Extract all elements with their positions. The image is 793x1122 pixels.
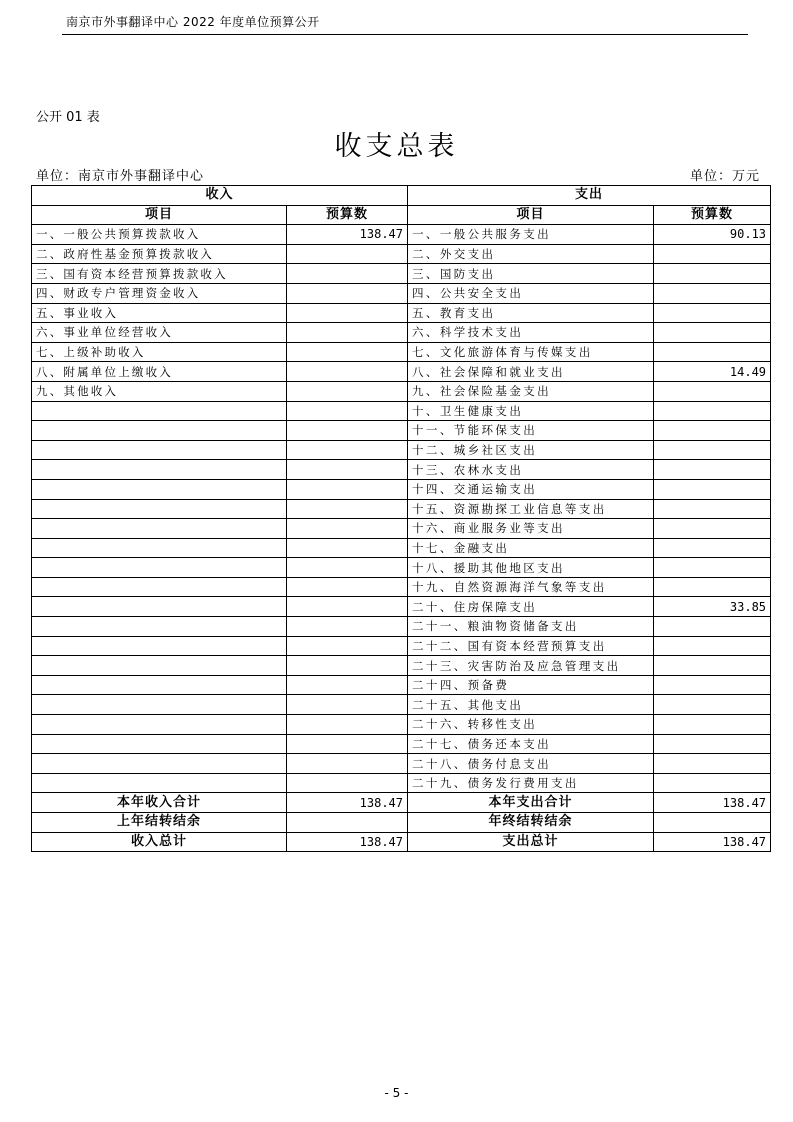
table-row — [32, 617, 771, 637]
table-row — [32, 519, 771, 539]
column-header-row — [32, 205, 771, 225]
table-row — [32, 675, 771, 695]
expense-item-cell: 十八、援助其他地区支出 — [408, 558, 654, 578]
expense-value-cell — [654, 264, 771, 284]
income-value-cell — [287, 342, 408, 362]
expense-item-cell: 七、文化旅游体育与传媒支出 — [408, 342, 654, 362]
income-total-label: 本年收入合计 — [32, 793, 287, 813]
expense-item-cell: 十一、节能环保支出 — [408, 421, 654, 441]
table-row — [32, 460, 771, 480]
expense-value-cell — [654, 519, 771, 539]
income-item-cell: 九、其他收入 — [32, 381, 287, 401]
page-header-title: 南京市外事翻译中心 2022 年度单位预算公开 — [66, 15, 320, 29]
table-row — [32, 636, 771, 656]
expense-value-cell — [654, 283, 771, 303]
table-row — [32, 538, 771, 558]
income-budget-header: 预算数 — [287, 205, 408, 225]
income-item-cell — [32, 421, 287, 441]
expense-value-cell — [654, 754, 771, 774]
organization-unit: 单位：南京市外事翻译中心 — [36, 169, 205, 184]
income-item-cell — [32, 617, 287, 637]
expense-value-cell — [654, 656, 771, 676]
income-value-cell — [287, 323, 408, 343]
income-total-value: 138.47 — [287, 832, 408, 852]
income-item-header: 项目 — [32, 205, 287, 225]
income-item-cell — [32, 715, 287, 735]
income-item-cell — [32, 636, 287, 656]
expense-value-cell — [654, 401, 771, 421]
income-value-cell — [287, 421, 408, 441]
expense-value-cell — [654, 538, 771, 558]
expense-value-cell — [654, 421, 771, 441]
income-item-cell — [32, 734, 287, 754]
income-item-cell — [32, 558, 287, 578]
income-value-cell: 138.47 — [287, 225, 408, 245]
expense-item-cell: 六、科学技术支出 — [408, 323, 654, 343]
table-row — [32, 499, 771, 519]
page-number: - 5 - — [384, 1086, 409, 1100]
table-row — [32, 715, 771, 735]
table-row — [32, 421, 771, 441]
expense-value-cell — [654, 715, 771, 735]
income-item-cell — [32, 695, 287, 715]
income-value-cell — [287, 656, 408, 676]
income-item-cell — [32, 479, 287, 499]
expense-value-cell — [654, 675, 771, 695]
expense-item-header: 项目 — [408, 205, 654, 225]
income-value-cell — [287, 754, 408, 774]
table-row — [32, 323, 771, 343]
table-row — [32, 264, 771, 284]
table-row — [32, 381, 771, 401]
total-row — [32, 813, 771, 833]
expense-value-cell: 90.13 — [654, 225, 771, 245]
expense-item-cell: 二十五、其他支出 — [408, 695, 654, 715]
table-row — [32, 479, 771, 499]
section-header-row — [32, 186, 771, 206]
table-row — [32, 558, 771, 578]
income-item-cell — [32, 597, 287, 617]
table-row — [32, 401, 771, 421]
income-value-cell — [287, 381, 408, 401]
income-value-cell — [287, 479, 408, 499]
expense-item-cell: 二、外交支出 — [408, 244, 654, 264]
income-value-cell — [287, 577, 408, 597]
table-row — [32, 225, 771, 245]
expense-item-cell: 八、社会保障和就业支出 — [408, 362, 654, 382]
page-title: 收支总表 — [334, 131, 459, 162]
expense-value-cell — [654, 303, 771, 323]
income-value-cell — [287, 617, 408, 637]
table-row — [32, 440, 771, 460]
income-value-cell — [287, 440, 408, 460]
income-item-cell — [32, 773, 287, 793]
expense-item-cell: 十六、商业服务业等支出 — [408, 519, 654, 539]
expense-item-cell: 十七、金融支出 — [408, 538, 654, 558]
expense-value-cell: 33.85 — [654, 597, 771, 617]
income-value-cell — [287, 597, 408, 617]
expense-total-label: 本年支出合计 — [408, 793, 654, 813]
expense-item-cell: 一、一般公共服务支出 — [408, 225, 654, 245]
expense-item-cell: 二十八、债务付息支出 — [408, 754, 654, 774]
form-number: 公开 01 表 — [36, 110, 100, 125]
total-row — [32, 793, 771, 813]
total-row — [32, 832, 771, 852]
income-item-cell — [32, 577, 287, 597]
expense-total-label: 支出总计 — [408, 832, 654, 852]
expense-item-cell: 五、教育支出 — [408, 303, 654, 323]
table-row — [32, 656, 771, 676]
income-total-value: 138.47 — [287, 793, 408, 813]
expense-value-cell — [654, 323, 771, 343]
expense-value-cell — [654, 499, 771, 519]
table-row — [32, 695, 771, 715]
expense-value-cell — [654, 773, 771, 793]
table-row — [32, 362, 771, 382]
expense-item-cell: 十四、交通运输支出 — [408, 479, 654, 499]
income-value-cell — [287, 715, 408, 735]
table-row — [32, 577, 771, 597]
expense-value-cell — [654, 558, 771, 578]
expense-item-cell: 二十一、粮油物资储备支出 — [408, 617, 654, 637]
expense-budget-header: 预算数 — [654, 205, 771, 225]
income-value-cell — [287, 636, 408, 656]
header-divider — [62, 34, 748, 35]
expense-item-cell: 四、公共安全支出 — [408, 283, 654, 303]
income-item-cell — [32, 460, 287, 480]
expense-total-value — [654, 813, 771, 833]
table-row — [32, 754, 771, 774]
expense-value-cell — [654, 734, 771, 754]
expense-item-cell: 十二、城乡社区支出 — [408, 440, 654, 460]
income-value-cell — [287, 244, 408, 264]
income-item-cell: 三、国有资本经营预算拨款收入 — [32, 264, 287, 284]
income-value-cell — [287, 558, 408, 578]
income-total-label: 上年结转结余 — [32, 813, 287, 833]
expense-value-cell — [654, 381, 771, 401]
expense-item-cell: 三、国防支出 — [408, 264, 654, 284]
expense-value-cell — [654, 440, 771, 460]
expense-item-cell: 二十三、灾害防治及应急管理支出 — [408, 656, 654, 676]
expense-item-cell: 十五、资源勘探工业信息等支出 — [408, 499, 654, 519]
expense-value-cell — [654, 479, 771, 499]
expense-value-cell: 14.49 — [654, 362, 771, 382]
income-value-cell — [287, 519, 408, 539]
income-item-cell: 二、政府性基金预算拨款收入 — [32, 244, 287, 264]
income-value-cell — [287, 695, 408, 715]
income-value-cell — [287, 401, 408, 421]
table-row — [32, 244, 771, 264]
expense-item-cell: 十、卫生健康支出 — [408, 401, 654, 421]
table-row — [32, 342, 771, 362]
expense-item-cell: 十九、自然资源海洋气象等支出 — [408, 577, 654, 597]
income-item-cell — [32, 440, 287, 460]
expense-total-value: 138.47 — [654, 832, 771, 852]
table-row — [32, 734, 771, 754]
expense-value-cell — [654, 244, 771, 264]
income-item-cell — [32, 519, 287, 539]
income-item-cell: 一、一般公共预算拨款收入 — [32, 225, 287, 245]
expense-section-header: 支出 — [408, 186, 771, 206]
table-row — [32, 303, 771, 323]
table-row — [32, 773, 771, 793]
income-total-label: 收入总计 — [32, 832, 287, 852]
expense-value-cell — [654, 577, 771, 597]
income-value-cell — [287, 538, 408, 558]
income-value-cell — [287, 499, 408, 519]
income-value-cell — [287, 303, 408, 323]
expense-value-cell — [654, 695, 771, 715]
income-item-cell: 五、事业收入 — [32, 303, 287, 323]
income-total-value — [287, 813, 408, 833]
income-item-cell: 六、事业单位经营收入 — [32, 323, 287, 343]
income-value-cell — [287, 283, 408, 303]
budget-summary-table — [31, 185, 771, 852]
expense-value-cell — [654, 460, 771, 480]
expense-item-cell: 九、社会保险基金支出 — [408, 381, 654, 401]
currency-unit: 单位：万元 — [690, 169, 761, 184]
income-value-cell — [287, 773, 408, 793]
expense-item-cell: 二十四、预备费 — [408, 675, 654, 695]
income-section-header: 收入 — [32, 186, 408, 206]
table-row — [32, 283, 771, 303]
income-item-cell: 八、附属单位上缴收入 — [32, 362, 287, 382]
income-item-cell — [32, 656, 287, 676]
expense-item-cell: 十三、农林水支出 — [408, 460, 654, 480]
income-item-cell — [32, 675, 287, 695]
income-item-cell: 四、财政专户管理资金收入 — [32, 283, 287, 303]
expense-value-cell — [654, 636, 771, 656]
income-item-cell: 七、上级补助收入 — [32, 342, 287, 362]
income-item-cell — [32, 401, 287, 421]
expense-item-cell: 二十七、债务还本支出 — [408, 734, 654, 754]
income-value-cell — [287, 734, 408, 754]
income-value-cell — [287, 362, 408, 382]
income-item-cell — [32, 538, 287, 558]
expense-total-label: 年终结转结余 — [408, 813, 654, 833]
income-value-cell — [287, 675, 408, 695]
expense-item-cell: 二十二、国有资本经营预算支出 — [408, 636, 654, 656]
expense-item-cell: 二十、住房保障支出 — [408, 597, 654, 617]
expense-total-value: 138.47 — [654, 793, 771, 813]
expense-value-cell — [654, 617, 771, 637]
income-item-cell — [32, 499, 287, 519]
table-row — [32, 597, 771, 617]
income-value-cell — [287, 460, 408, 480]
income-value-cell — [287, 264, 408, 284]
expense-item-cell: 二十九、债务发行费用支出 — [408, 773, 654, 793]
expense-value-cell — [654, 342, 771, 362]
income-item-cell — [32, 754, 287, 774]
expense-item-cell: 二十六、转移性支出 — [408, 715, 654, 735]
